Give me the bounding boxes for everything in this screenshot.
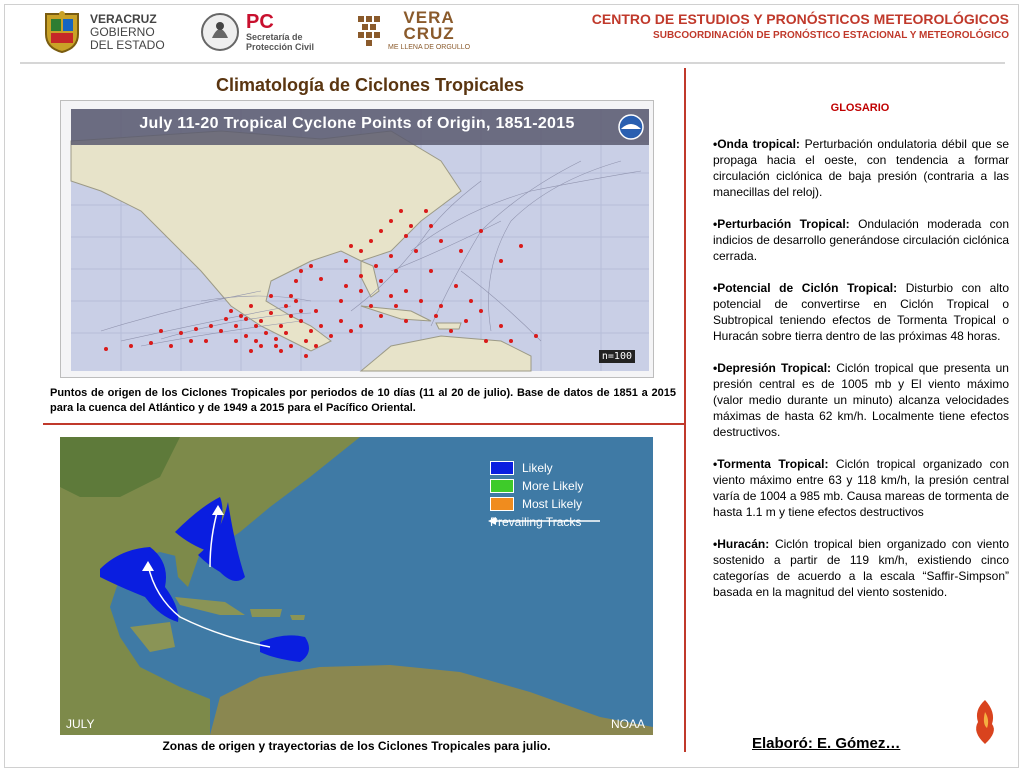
mexico-coat-of-arms-icon <box>200 10 240 54</box>
glossary-definition: Perturbación ondulatoria débil que se propaga hacia el oeste, con tendencia a formar circulación ciclónica de baja presión (contraria a las manecillas del reloj). <box>713 137 1010 199</box>
map-month-label: JULY <box>66 717 95 731</box>
glossary-definition: Ciclón tropical organizado con viento máximo entre 63 y 118 km/h, la presión central varía de 1004 a 985 mb. Causa mareas de tormenta de hasta 1.1 m y tiene efectos destructivos <box>713 457 1010 519</box>
brand-tagline: ME LLENA DE ORGULLO <box>388 44 471 51</box>
header-divider <box>20 62 1005 64</box>
glossary-item-onda-tropical <box>713 136 1009 200</box>
glossary-title: GLOSARIO <box>830 102 890 114</box>
veracruz-logo-line2: GOBIERNO <box>90 24 155 39</box>
cyclone-origin-map-image <box>61 101 654 378</box>
veracruz-shield-icon <box>40 10 84 54</box>
veracruz-logo-line1: VERACRUZ <box>90 11 157 26</box>
column-divider <box>684 68 686 752</box>
glossary-definition: Ciclón tropical bien organizado con viento sostenido a partir de 119 km/h, existiendo cinco categorías de acuerdo a la escala “Saffir-Simpson” basada en la magnitud del viento sostenido. <box>713 537 1009 599</box>
legend-swatch-most-likely <box>490 497 514 511</box>
cyclone-count-label: n=100 <box>599 350 635 363</box>
glossary-term: •Tormenta Tropical: <box>713 457 829 471</box>
brand-line2: CRUZ <box>403 24 455 43</box>
glossary-term: •Depresión Tropical: <box>713 361 832 375</box>
figure2-caption: Zonas de origen y trayectorias de los Ciclones Tropicales para julio. <box>162 739 551 753</box>
glossary-item-huracan <box>713 536 1009 600</box>
map-legend <box>490 461 583 529</box>
legend-label-more-likely: More Likely <box>522 479 584 493</box>
main-title: Climatología de Ciclones Tropicales <box>215 75 525 95</box>
legend-label-most-likely: Most Likely <box>522 497 583 511</box>
proteccion-civil-flame-icon <box>970 698 1000 748</box>
legend-label-likely: Likely <box>522 461 553 475</box>
glossary-item-depresion-tropical <box>713 360 1009 440</box>
veracruz-government-logo <box>40 10 165 54</box>
author-signature: Elaboró: E. Gómez… <box>752 735 901 752</box>
header-title: CENTRO DE ESTUDIOS Y PRONÓSTICOS METEOROLÓGICOS <box>591 11 1009 27</box>
cyclone-origin-map <box>60 100 654 378</box>
glossary-term: •Onda tropical: <box>713 137 800 151</box>
glossary-item-potencial-ciclon <box>713 280 1009 344</box>
legend-item-likely <box>490 461 583 475</box>
veracruz-brand-pattern-icon <box>356 14 382 48</box>
veracruz-logo-line3: DEL ESTADO <box>90 37 165 52</box>
legend-swatch-more-likely <box>490 479 514 493</box>
glossary-item-tormenta-tropical <box>713 456 1009 520</box>
cyclone-origin-map-title: July 11-20 Tropical Cyclone Points of Origin, 1851-2015 <box>139 115 575 132</box>
legend-item-more-likely <box>490 479 583 493</box>
proteccion-civil-logo <box>200 10 314 54</box>
pc-sub-line1: Secretaría de <box>246 32 303 42</box>
map-source-label: NOAA <box>610 717 645 731</box>
legend-swatch-likely <box>490 461 514 475</box>
glossary-term: •Perturbación Tropical: <box>713 217 850 231</box>
glossary <box>713 136 1009 616</box>
pc-sub-line2: Protección Civil <box>246 42 315 52</box>
header-subtitle: SUBCOORDINACIÓN DE PRONÓSTICO ESTACIONAL Y METEOROLÓGICO <box>653 30 1009 41</box>
glossary-definition: Ondulación moderada con indicios de desarrollo generándose circulación ciclónica cerrada. <box>713 217 1010 263</box>
glossary-definition: Disturbio con alto potencial de convertirse en Ciclón Tropical o Subtropical teniendo efectos de Tormenta Tropical o Huracán sobre tierra dentro de las próximas 48 horas. <box>713 281 1010 343</box>
july-tracks-map <box>60 437 653 735</box>
veracruz-brand-logo <box>356 10 470 51</box>
figure1-caption: Puntos de origen de los Ciclones Tropicales por periodos de 10 días (11 al 20 de julio). Base de datos de 1851 a 2015 para la cuenca del Atlántico y de 1949 a 2015 para el Pacífico Oriental. <box>50 387 676 414</box>
glossary-item-perturbacion-tropical <box>713 216 1009 264</box>
pc-mark: PC <box>246 11 274 33</box>
glossary-term: •Potencial de Ciclón Tropical: <box>713 281 898 295</box>
legend-item-most-likely <box>490 497 583 511</box>
brand-line1: VERA <box>403 8 455 27</box>
legend-label-prevailing-tracks: Prevailing Tracks <box>490 515 582 529</box>
section-divider <box>43 423 686 425</box>
glossary-definition: Ciclón tropical que presenta un presión central es de 1005 mb y El viento máximo (valor medio durante un minuto) alcanza velocidades máximas de hasta 62 km/h. Localmente tiene efectos destructivos. <box>713 361 1009 439</box>
glossary-term: •Huracán: <box>713 537 770 551</box>
